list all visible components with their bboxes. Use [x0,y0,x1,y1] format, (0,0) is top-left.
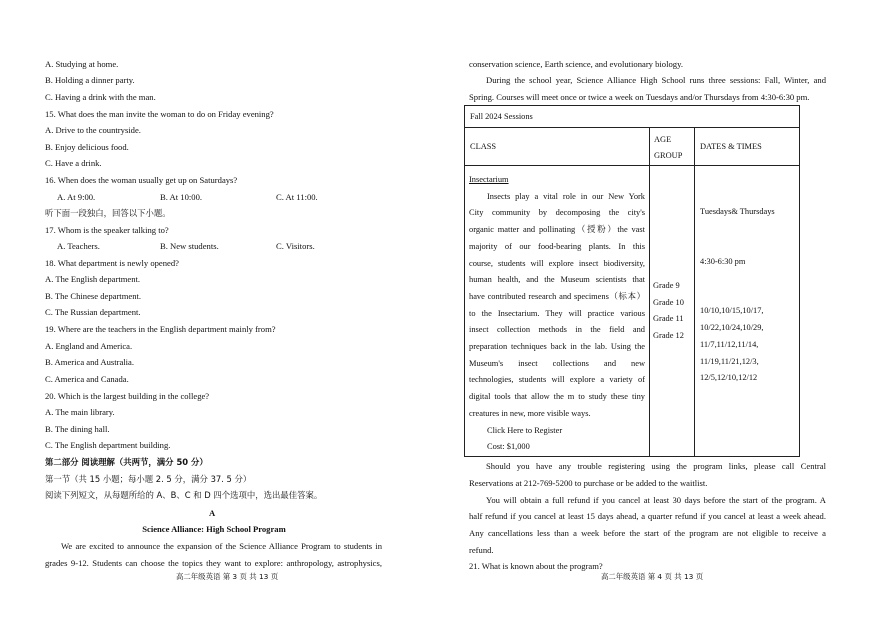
trouble-line-1: Should you have any trouble registering using the program links, please call Central [486,461,826,471]
desc-line: insect collection methods in the field and [469,325,645,335]
desc-line: human health, and the Museum scientists that [469,275,645,285]
q17-option-c: C. Visitors. [276,241,315,251]
date-line: 10/10,10/15,10/17, [700,306,764,316]
sessions-line-2: Spring. Courses will meet once or twice a week on Tuesdays and/or Thursdays from 4:30-6:30 pm. [469,92,810,102]
part2-heading: 第二部分 阅读理解（共两节，满分 50 分） [45,457,208,467]
cost-text: Cost: $1,000 [487,442,530,452]
option-line: B. The Chinese department. [45,291,142,301]
q16-option-a: A. At 9:00. [57,192,96,202]
question-19: 19. Where are the teachers in the English department mainly from? [45,324,276,334]
session-time: 4:30-6:30 pm [700,256,746,266]
option-line: C. Having a drink with the man. [45,92,156,102]
option-line: B. America and Australia. [45,357,135,367]
grade-item: Grade 12 [653,331,684,341]
desc-line: Insects play a vital role in our New York [487,191,645,201]
desc-line: Museum's insect collections and new [469,358,645,368]
register-link[interactable]: Click Here to Register [487,425,563,435]
page-footer-right: 高二年级英语 第 4 页 共 13 页 [601,572,704,581]
refund-line-2: half refund if you cancel at least 15 days ahead, a quarter refund if you cancel at least a week ahead. [469,511,826,521]
desc-line: organic matter and pollinating（授粉）the vast [469,225,645,235]
header-dates [695,128,800,166]
passage-label: A [209,508,216,518]
page-footer-left: 高二年级英语 第 3 页 共 13 页 [176,572,279,581]
grades-cell [650,166,695,457]
class-name: Insectarium [469,175,509,184]
question-17: 17. Whom is the speaker talking to? [45,225,169,235]
desc-line: preparation techniques back in the lab. Using the [469,342,645,352]
date-line: 10/22,10/24,10/29, [700,323,764,333]
option-line: A. The main library. [45,407,115,417]
option-line: B. The dining hall. [45,424,110,434]
question-16: 16. When does the woman usually get up on Saturdays? [45,175,238,185]
option-line: A. Drive to the countryside. [45,125,141,135]
date-line: 11/19,11/21,12/3, [700,356,759,366]
desc-line: have contributed research and specimens（标本） [469,291,645,301]
date-line: 11/7,11/12,11/14, [700,339,759,349]
sessions-table [464,105,800,457]
grade-item: Grade 10 [653,297,684,307]
header-class [465,128,650,166]
section1-heading: 第一节（共 15 小题；每小题 2. 5 分，满分 37. 5 分） [45,474,252,484]
option-line: C. Have a drink. [45,158,102,168]
desc-line-last: creatures in new, more visible ways. [469,408,591,418]
q16-option-b: B. At 10:00. [160,192,203,202]
option-line: C. The Russian department. [45,307,141,317]
refund-line-3: Any cancellations less than a week before the start of the program are not eligible to receive a [469,528,826,538]
trouble-line-2: Reservations at 212-769-5200 to purchase or be added to the waitlist. [469,478,708,488]
option-line: A. Studying at home. [45,59,119,69]
option-line: A. England and America. [45,341,133,351]
header-dates-label: DATES & TIMES [700,142,762,151]
grade-item: Grade 9 [653,281,680,290]
q17-option-a: A. Teachers. [57,241,100,251]
desc-line: majority of our food-bearing plants. In this [469,241,645,251]
grade-item: Grade 11 [653,314,684,324]
table-caption: Fall 2024 Sessions [470,112,533,121]
desc-line: digital tools that allow the m to study these tiny [469,392,645,402]
question-20: 20. Which is the largest building in the college? [45,391,210,401]
date-line: 12/5,12/10,12/12 [700,373,758,383]
intro-line-2: grades 9-12. Students can choose the topics they want to explore: anthropology, astrophysics, [45,558,382,568]
option-line: C. The English department building. [45,440,171,450]
q16-option-c: C. At 11:00. [276,192,318,202]
option-line: A. The English department. [45,274,141,284]
passage-title: Science Alliance: High School Program [142,524,286,534]
reading-instruction: 阅读下列短文，从每题所给的 A、B、C 和 D 四个选项中，选出最佳答案。 [45,490,323,500]
header-age-group [650,128,695,166]
session-days: Tuesdays& Thursdays [700,207,775,216]
refund-line-1: You will obtain a full refund if you cancel at least 30 days before the start of the program. A [486,495,826,505]
option-line: B. Holding a dinner party. [45,75,135,85]
question-18: 18. What department is newly opened? [45,258,179,268]
option-line: B. Enjoy delicious food. [45,142,129,152]
header-group-label: GROUP [654,151,683,160]
class-cell [465,166,650,457]
desc-line: City community by decomposing the city's [469,208,645,218]
header-class-label: CLASS [470,142,497,151]
table-caption-cell [465,106,800,128]
desc-line: technologies, students will explore a variety of [469,375,645,385]
desc-line: to the Insectarium. They will practice various [469,308,645,318]
question-21: 21. What is known about the program? [469,561,603,571]
continued-line: conservation science, Earth science, and evolutionary biology. [469,59,683,69]
refund-line-4: refund. [469,545,494,555]
q17-option-b: B. New students. [160,241,219,251]
option-line: C. America and Canada. [45,374,129,384]
sessions-line-1: During the school year, Science Alliance High School runs three sessions: Fall, Winter, and [486,75,826,85]
dates-cell [695,166,800,457]
header-age-label: AGE [654,135,672,144]
desc-line: course, students will explore insect biodiversity, [469,258,645,268]
question-15: 15. What does the man invite the woman to do on Friday evening? [45,109,274,119]
intro-line-1: We are excited to announce the expansion of the Science Alliance Program to students in [61,541,382,551]
listening-instruction: 听下面一段独白，回答以下小题。 [45,208,171,218]
